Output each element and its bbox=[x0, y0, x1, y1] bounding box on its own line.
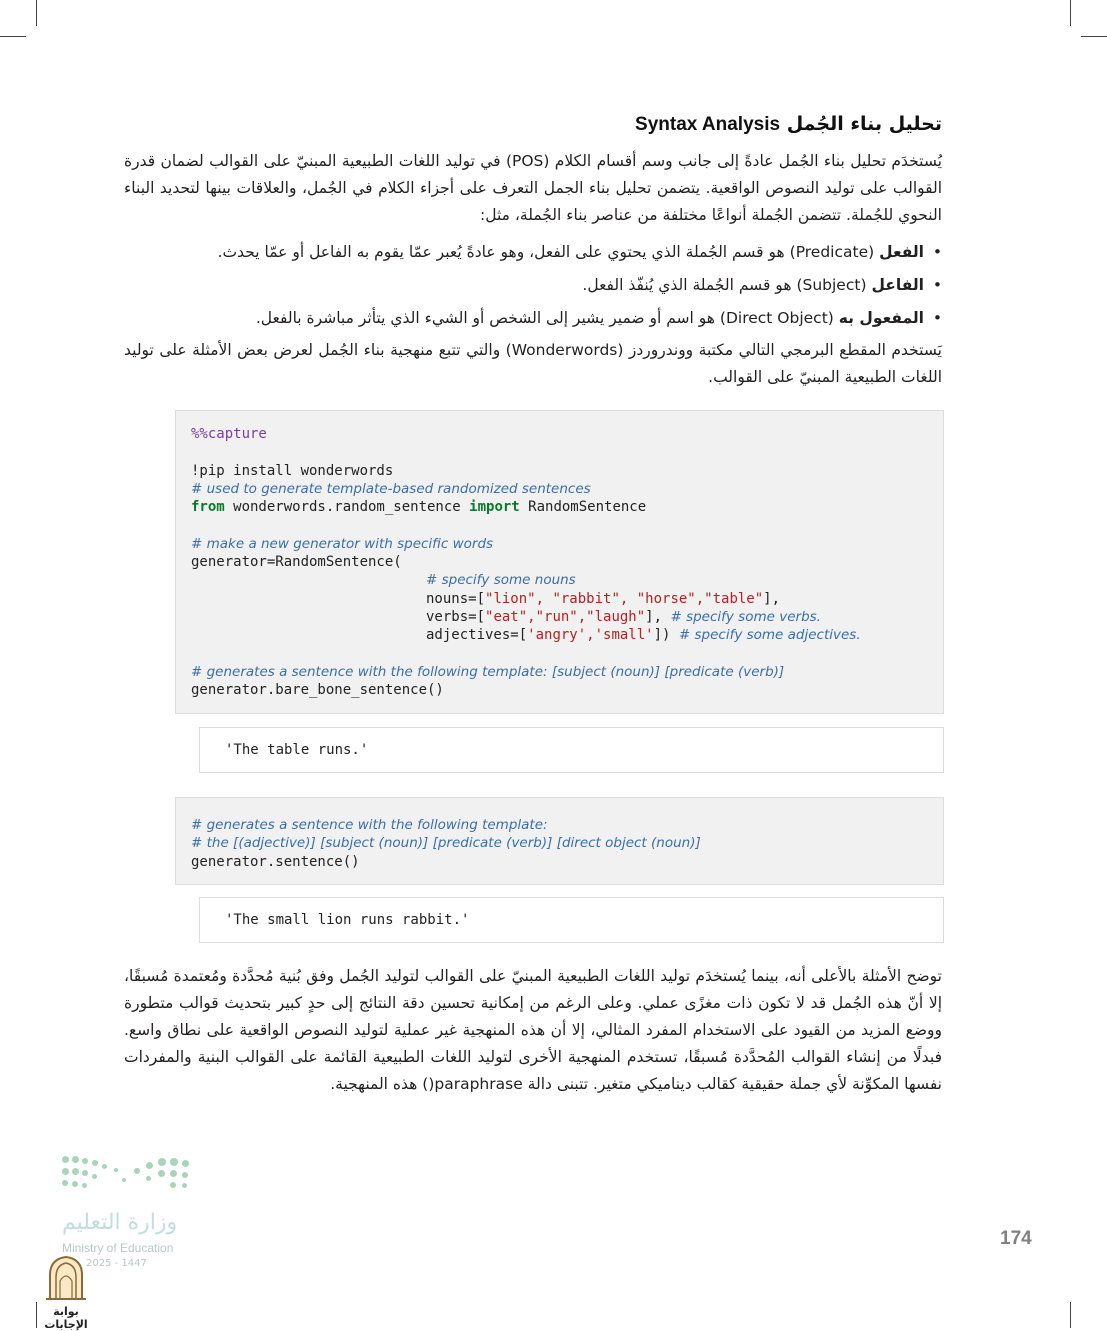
list-item: • المفعول به (Direct Object) هو اسم أو ضمير يشير إلى الشخص أو الشيء الذي يتأثر مباشرة بالفعل. bbox=[162, 302, 942, 335]
output-text: 'The small lion runs rabbit.' bbox=[225, 912, 470, 928]
portal-logo-icon bbox=[44, 1255, 88, 1301]
portal-label: بوابة الإجابات bbox=[44, 1305, 88, 1331]
list-item: • الفاعل (Subject) هو قسم الجُملة الذي يُنفّذ الفعل. bbox=[162, 269, 942, 302]
syntax-elements-list bbox=[162, 236, 942, 335]
output-cell-1 bbox=[199, 727, 944, 773]
list-item: • الفعل (Predicate) هو قسم الجُملة الذي يحتوي على الفعل، وهو عادةً يُعبر عمّا يقوم به الفاعل أو عمّا يحدث. bbox=[162, 236, 942, 269]
crop-mark bbox=[0, 36, 26, 37]
code-block: %%capture !pip install wonderwords # used to generate template-based randomized sentences from wonderwords.random_sentence import RandomSentence # make a new generator with specific words generator=RandomSentence( # specify some nouns nouns=["lion", "rabbit", "horse","table"], verbs=["eat","run","laugh"], # specify some verbs. adjectives=['angry','small']) # specify some adjectives. # generates a sentence with the following template: [subject (noun)] [predicate (verb)] generator.bare_bone_sentence() bbox=[191, 426, 861, 699]
code-block: # generates a sentence with the following template: # the [(adjective)] [subject (noun)] [predicate (verb)] [direct object (noun)] generator.sentence() bbox=[191, 817, 701, 870]
output-text: 'The table runs.' bbox=[225, 742, 369, 758]
conclusion-paragraph: توضح الأمثلة بالأعلى أنه، بينما يُستخدَم توليد اللغات الطبيعية المبنيّ على القوالب لتوليد الجُمل وفق بُنية مُحدَّدة ومُعتمدة مُسبقًا، إلا أنّ هذه الجُمل قد لا تكون ذات مغزًى عملي. وعلى الرغم من إمكانية تحسين دقة النتائج إلى حدٍ كبير بتحديث قوالب متطورة ووضع المزيد من القيود على الاستخدام المفرد المثالي، إلا أن هذه المنهجية غير عملية لتوليد النصوص الواقعية على نطاق واسع. فبدلًا من إنشاء القوالب المُحدَّدة مُسبقًا، تستخدم المنهجية الأخرى لتوليد اللغات الطبيعية القائمة على القوالب البنية والمفردات نفسها المكوِّنة لأي جملة حقيقية كقالب ديناميكي متغير. تتبنى دالة paraphrase() هذه المنهجية. bbox=[124, 967, 942, 1093]
crop-mark bbox=[36, 0, 37, 26]
ministry-year: 2025 - 1447 bbox=[86, 1258, 147, 1269]
ministry-name-english: Ministry of Education bbox=[62, 1241, 174, 1255]
heading-arabic: تحليل بناء الجُمل bbox=[786, 113, 942, 135]
output-cell-2 bbox=[199, 897, 944, 943]
intro-paragraph: يُستخدَم تحليل بناء الجُمل عادةً إلى جانب وسم أقسام الكلام (POS) في توليد اللغات الطبيعية المبنيّ على القوالب لضمان قدرة القوالب على توليد النصوص الواقعية. يتضمن تحليل بناء الجمل التعرف على أجزاء الكلام في الجُمل، والعلاقات بينها لتحديد البناء النحوي للجُملة. تتضمن الجُملة أنواعًا مختلفة من عناصر بناء الجُملة، مثل: bbox=[124, 152, 942, 224]
section-heading bbox=[635, 113, 942, 136]
code-cell-2 bbox=[175, 797, 944, 885]
crop-mark bbox=[1081, 36, 1107, 37]
ministry-name-arabic: وزارة التعليم bbox=[62, 1210, 178, 1235]
crop-mark bbox=[1070, 0, 1071, 26]
portal-watermark bbox=[30, 1255, 102, 1331]
heading-english: Syntax Analysis bbox=[635, 114, 781, 135]
wonderwords-paragraph: يَستخدم المقطع البرمجي التالي مكتبة ووندروردز (Wonderwords) والتي تتبع منهجية بناء الجُمل لعرض بعض الأمثلة على توليد اللغات الطبيعية المبنيّ على القوالب. bbox=[124, 341, 942, 386]
code-cell-1 bbox=[175, 410, 944, 714]
crop-mark bbox=[1070, 1302, 1071, 1328]
page-number: 174 bbox=[1000, 1228, 1032, 1249]
